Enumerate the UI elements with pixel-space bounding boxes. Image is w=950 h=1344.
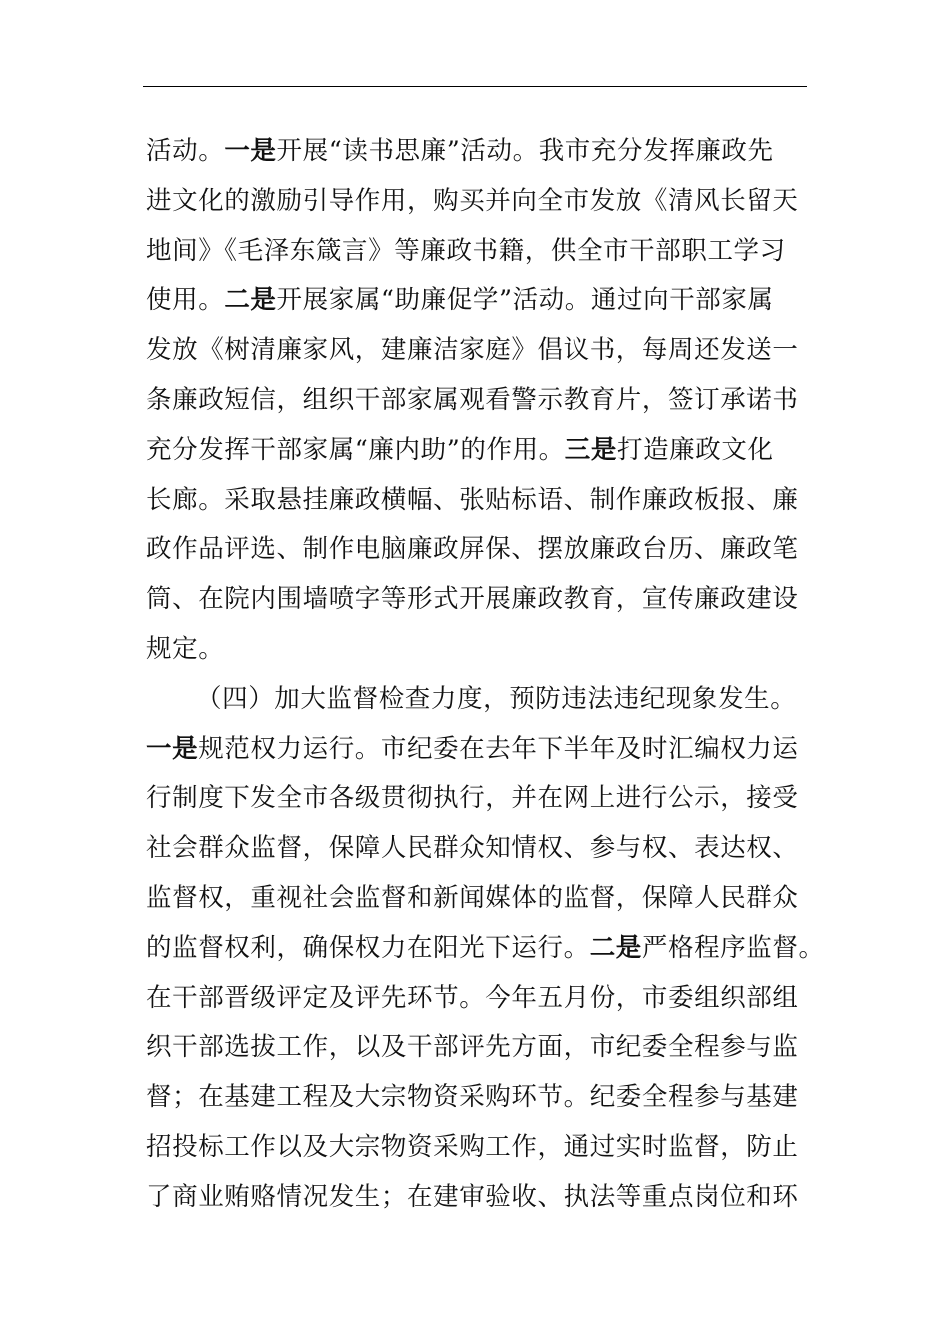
- text-line: [146, 1023, 826, 1073]
- text-segment: 织干部选拔工作，以及干部评先方面，市纪委全程参与监: [146, 1032, 799, 1063]
- text-line: [146, 924, 826, 974]
- bold-marker: 二是: [224, 285, 277, 316]
- text-segment: 打造廉政文化: [616, 434, 774, 465]
- text-segment: 在干部晋级评定及评先环节。今年五月份，市委组织部组: [146, 982, 799, 1013]
- text-line: [146, 525, 826, 575]
- text-line: [146, 625, 826, 675]
- text-segment: 社会群众监督，保障人民群众知情权、参与权、表达权、: [146, 833, 799, 864]
- text-line: [146, 1073, 826, 1123]
- header-rule: [143, 86, 807, 87]
- document-body: [146, 127, 826, 1223]
- text-line: [146, 426, 826, 476]
- section-heading-line: [146, 675, 826, 725]
- text-segment: （四）加大监督检查力度，预防违法违纪现象发生。: [196, 683, 797, 714]
- text-segment: 地间》《毛泽东箴言》等廉政书籍，供全市干部职工学习: [146, 235, 786, 266]
- text-segment: 监督权，重视社会监督和新闻媒体的监督，保障人民群众: [146, 882, 799, 913]
- text-segment: 行制度下发全市各级贯彻执行，并在网上进行公示，接受: [146, 783, 799, 814]
- text-segment: 政作品评选、制作电脑廉政屏保、摆放廉政台历、廉政笔: [146, 534, 799, 565]
- text-line: [146, 276, 826, 326]
- text-segment: 督；在基建工程及大宗物资采购环节。纪委全程参与基建: [146, 1082, 799, 1113]
- bold-marker: 一是: [224, 136, 277, 166]
- text-line: [146, 974, 826, 1024]
- text-segment: 使用。: [146, 285, 225, 316]
- text-segment: 条廉政短信，组织干部家属观看警示教育片，签订承诺书: [146, 384, 799, 415]
- text-segment: 了商业贿赂情况发生；在建审验收、执法等重点岗位和环: [146, 1181, 799, 1212]
- text-line: [146, 874, 826, 924]
- text-segment: 的监督权利，确保权力在阳光下运行。: [146, 932, 590, 963]
- text-segment: 充分发挥干部家属“廉内助”的作用。: [146, 434, 565, 465]
- bold-marker: 二是: [589, 932, 642, 963]
- text-segment: 严格程序监督。: [641, 932, 825, 963]
- text-segment: 开展“读书思廉”活动。我市充分发挥廉政先: [276, 136, 774, 166]
- text-segment: 进文化的激励引导作用，购买并向全市发放《清风长留天: [146, 185, 799, 216]
- text-line: [146, 575, 826, 625]
- text-line: [146, 127, 826, 177]
- text-line: [146, 227, 826, 277]
- text-line: [146, 476, 826, 526]
- text-line: [146, 1123, 826, 1173]
- text-segment: 开展家属“助廉促学”活动。通过向干部家属: [276, 285, 774, 316]
- text-segment: 筒、在院内围墙喷字等形式开展廉政教育，宣传廉政建设: [146, 584, 799, 615]
- text-line: [146, 725, 826, 775]
- text-line: [146, 1173, 826, 1223]
- text-segment: 活动。: [146, 136, 225, 166]
- text-line: [146, 824, 826, 874]
- text-line: [146, 376, 826, 426]
- text-line: [146, 774, 826, 824]
- text-line: [146, 326, 826, 376]
- text-segment: 规范权力运行。市纪委在去年下半年及时汇编权力运: [198, 733, 799, 764]
- text-line: [146, 177, 826, 227]
- bold-marker: 一是: [146, 733, 199, 764]
- text-segment: 招投标工作以及大宗物资采购工作，通过实时监督，防止: [146, 1131, 799, 1162]
- text-segment: 长廊。采取悬挂廉政横幅、张贴标语、制作廉政板报、廉: [146, 484, 799, 515]
- text-segment: 发放《树清廉家风，建廉洁家庭》倡议书，每周还发送一: [146, 335, 799, 366]
- text-segment: 规定。: [146, 633, 225, 664]
- bold-marker: 三是: [564, 434, 617, 465]
